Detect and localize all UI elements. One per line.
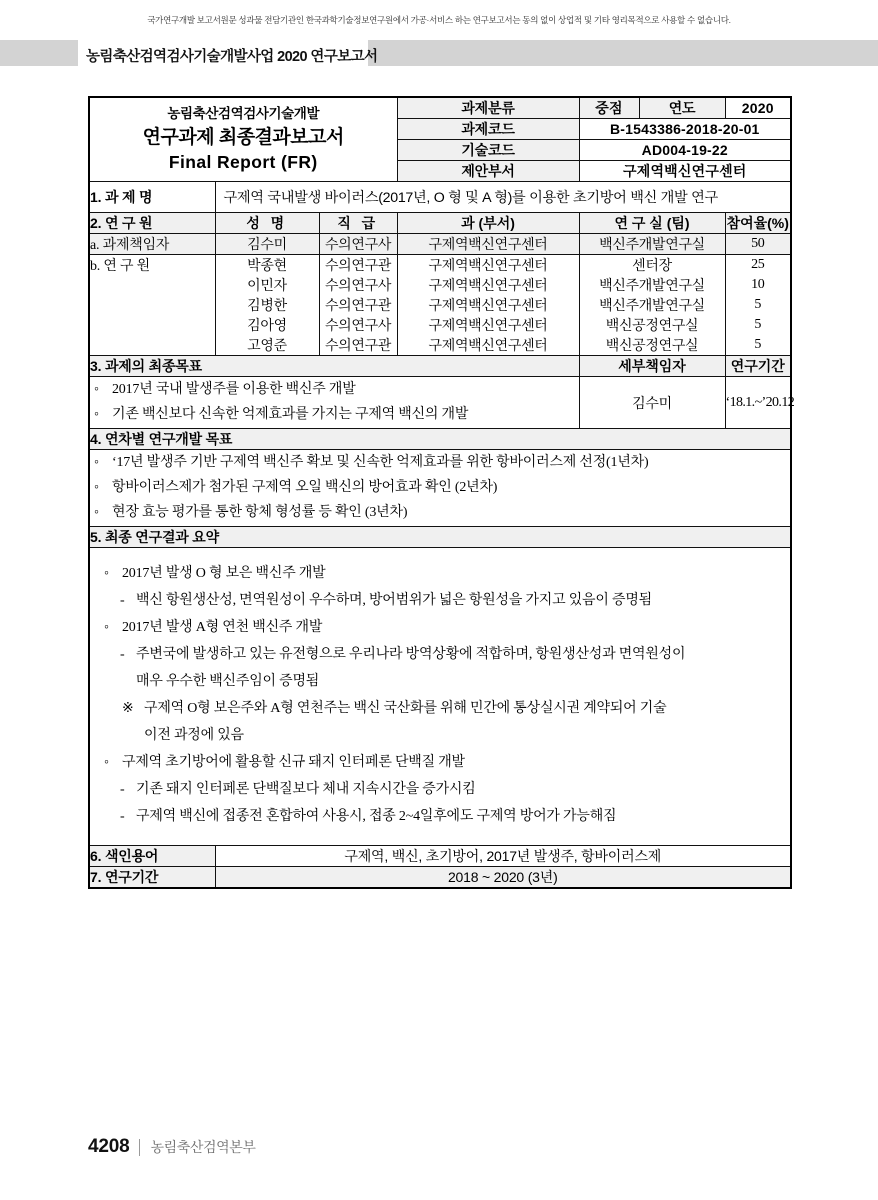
- report-title-small: 농림축산검역검사기술개발: [167, 105, 320, 121]
- cell-lab: 백신공정연구실: [579, 335, 725, 356]
- cell-department: 구제역백신연구센터: [397, 295, 579, 315]
- list-item: ◦ 현장 효능 평가를 통한 항체 형성률 등 확인 (3년차): [90, 502, 790, 525]
- section3-label: 3. 과제의 최종목표: [89, 356, 579, 377]
- value-proposing-department: 구제역백신연구센터: [579, 161, 791, 182]
- cell-name: 김병한: [215, 295, 319, 315]
- list-item: ◦ 2017년 국내 발생주를 이용한 백신주 개발: [90, 379, 579, 402]
- section5-summary: [89, 548, 791, 846]
- section3-header-row: [89, 356, 791, 377]
- column-lab: 연 구 실 (팀): [579, 213, 725, 234]
- cell-name: 김아영: [215, 315, 319, 335]
- section1-row: [89, 182, 791, 213]
- list-item: ◦ 구제역 초기방어에 활용할 신규 돼지 인터페론 단백질 개발: [100, 751, 780, 776]
- row-label-researchers: b. 연 구 원: [89, 255, 215, 356]
- label-task-code: 과제코드: [397, 119, 579, 140]
- cell-rank: 수의연구관: [319, 295, 397, 315]
- cell-rate: 5: [725, 335, 791, 356]
- column-rank: 직 급: [319, 213, 397, 234]
- section5-body-row: [89, 548, 791, 846]
- row-label-principal-investigator: a. 과제책임자: [89, 234, 215, 255]
- report-title-main: 연구과제 최종결과보고서: [142, 127, 344, 149]
- cell-rank: 수의연구사: [319, 315, 397, 335]
- header-row-classification: [89, 97, 791, 119]
- column-name: 성 명: [215, 213, 319, 234]
- section1-value: 구제역 국내발생 바이러스(2017년, O 형 및 A 형)를 이용한 초기방어 백신 개발 연구: [215, 182, 791, 213]
- final-report-table: [88, 96, 795, 889]
- page-footer: [88, 1136, 255, 1158]
- cell-rate: 25: [725, 255, 791, 276]
- section4-label: 4. 연차별 연구개발 목표: [89, 429, 791, 450]
- cell-lab: 백신주개발연구실: [579, 275, 725, 295]
- section7-row: [89, 867, 791, 889]
- report-title-block: [89, 97, 397, 182]
- footer-organization: 농림축산검역본부: [150, 1139, 256, 1155]
- cell-rank: 수의연구사: [319, 275, 397, 295]
- cell-rate: 50: [725, 234, 791, 255]
- section5-label: 5. 최종 연구결과 요약: [89, 527, 791, 548]
- cell-lab: 백신주개발연구실: [579, 234, 725, 255]
- cell-rank: 수의연구사: [319, 234, 397, 255]
- section3-manager-value: 김수미: [579, 377, 725, 429]
- value-year: 2020: [725, 97, 791, 119]
- value-task-code: B-1543386-2018-20-01: [579, 119, 791, 140]
- cell-name: 이민자: [215, 275, 319, 295]
- section4-header-row: [89, 429, 791, 450]
- section1-label: 1. 과 제 명: [89, 182, 215, 213]
- running-head-title: 농림축산검역검사기술개발사업 2020 연구보고서: [86, 49, 378, 65]
- section6-row: [89, 846, 791, 867]
- table-row: [89, 255, 791, 276]
- page-number: 4208: [88, 1136, 130, 1157]
- cell-rank: 수의연구관: [319, 335, 397, 356]
- label-task-classification: 과제분류: [397, 97, 579, 119]
- label-tech-code: 기술코드: [397, 140, 579, 161]
- cell-department: 구제역백신연구센터: [397, 255, 579, 276]
- column-department: 과 (부서): [397, 213, 579, 234]
- label-proposing-department: 제안부서: [397, 161, 579, 182]
- list-item: ◦ ‘17년 발생주 기반 구제역 백신주 확보 및 신속한 억제효과를 위한 항바이러스제 선정(1년차): [90, 452, 790, 475]
- section3-body-row: [89, 377, 791, 429]
- section6-value: 구제역, 백신, 초기방어, 2017년 발생주, 항바이러스제: [215, 846, 791, 867]
- value-task-classification: 중점: [579, 97, 639, 119]
- list-item: ◦ 2017년 발생 A형 연천 백신주 개발: [100, 616, 780, 641]
- list-item-note-continuation: 이전 과정에 있음: [144, 727, 244, 743]
- cell-lab: 백신주개발연구실: [579, 295, 725, 315]
- cell-rate: 5: [725, 315, 791, 335]
- section4-goals: [89, 450, 791, 527]
- cell-name: 고영준: [215, 335, 319, 356]
- list-item: - 주변국에 발생하고 있는 유전형으로 우리나라 방역상황에 적합하며, 항원생산성과 면역원성이: [100, 643, 780, 668]
- section4-body-row: [89, 450, 791, 527]
- cell-lab: 백신공정연구실: [579, 315, 725, 335]
- label-year: 연도: [639, 97, 725, 119]
- value-tech-code: AD004-19-22: [579, 140, 791, 161]
- list-item: - 백신 항원생산성, 면역원성이 우수하며, 방어범위가 넓은 항원성을 가지고 있음이 증명됨: [100, 589, 780, 614]
- table-row: [89, 234, 791, 255]
- cell-department: 구제역백신연구센터: [397, 315, 579, 335]
- cell-department: 구제역백신연구센터: [397, 234, 579, 255]
- report-title-english: Final Report (FR): [168, 152, 318, 173]
- list-item: ◦ 항바이러스제가 첨가된 구제역 오일 백신의 방어효과 확인 (2년차): [90, 477, 790, 500]
- section2-header-row: [89, 213, 791, 234]
- list-item: ◦ 기존 백신보다 신속한 억제효과를 가지는 구제역 백신의 개발: [90, 404, 579, 427]
- section2-label: 2. 연 구 원: [89, 213, 215, 234]
- section6-label: 6. 색인용어: [89, 846, 215, 867]
- list-item-note: ※ 구제역 O형 보은주와 A형 연천주는 백신 국산화를 위해 민간에 통상실시권 계약되어 기술: [100, 697, 780, 722]
- list-item-continuation: 매우 우수한 백신주임이 증명됨: [136, 673, 320, 689]
- cell-rank: 수의연구관: [319, 255, 397, 276]
- column-participation-rate: 참여율(%): [725, 213, 791, 234]
- list-item: ◦ 2017년 발생 O 형 보은 백신주 개발: [100, 562, 780, 587]
- cell-rate: 10: [725, 275, 791, 295]
- cell-lab: 센터장: [579, 255, 725, 276]
- cell-rate: 5: [725, 295, 791, 315]
- cell-name: 박종현: [215, 255, 319, 276]
- list-item: - 구제역 백신에 접종전 혼합하여 사용시, 접종 2~4일후에도 구제역 방어가 가능해짐: [100, 805, 780, 830]
- cell-department: 구제역백신연구센터: [397, 335, 579, 356]
- section5-header-row: [89, 527, 791, 548]
- footer-divider: [139, 1139, 140, 1156]
- copyright-disclaimer: 국가연구개발 보고서원문 성과물 전담기관인 한국과학기술정보연구원에서 가공·서비스 하는 연구보고서는 동의 없이 상업적 및 기타 영리목적으로 사용할 수 없습니다.: [147, 15, 731, 25]
- section7-value: 2018 ~ 2020 (3년): [215, 867, 791, 889]
- column-research-period: 연구기간: [725, 356, 791, 377]
- cell-name: 김수미: [215, 234, 319, 255]
- cell-department: 구제역백신연구센터: [397, 275, 579, 295]
- section3-goals: [89, 377, 579, 429]
- section3-period-value: ‘18.1.~’20.12: [725, 377, 791, 429]
- column-sub-manager: 세부책임자: [579, 356, 725, 377]
- section7-label: 7. 연구기간: [89, 867, 215, 889]
- list-item: - 기존 돼지 인터페론 단백질보다 체내 지속시간을 증가시킴: [100, 778, 780, 803]
